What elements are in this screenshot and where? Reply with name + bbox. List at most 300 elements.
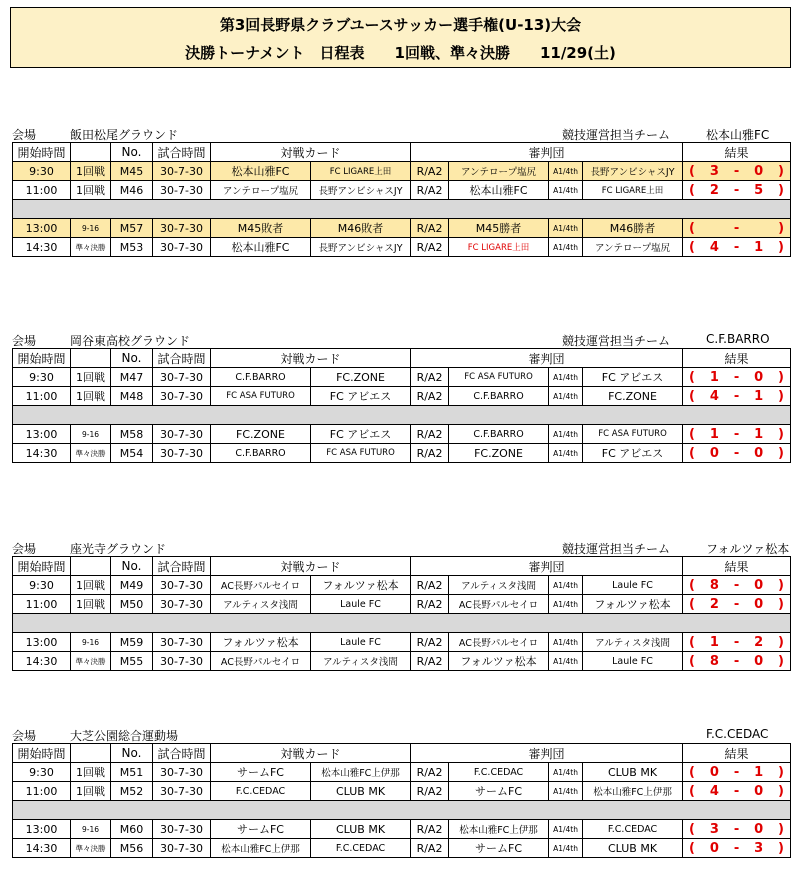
home-score: 2 bbox=[709, 596, 719, 612]
start-time: 13:00 bbox=[13, 820, 71, 839]
referee-header: 審判団 bbox=[411, 557, 683, 576]
referee-header: 審判団 bbox=[411, 143, 683, 162]
home-team: サームFC bbox=[211, 763, 311, 782]
start-time: 9:30 bbox=[13, 763, 71, 782]
match-time-header: 試合時間 bbox=[153, 143, 211, 162]
a4-label: A1/4th bbox=[549, 763, 583, 782]
score-dash: - bbox=[733, 369, 740, 385]
away-score: 0 bbox=[754, 783, 764, 799]
matchup-header: 対戦カード bbox=[211, 744, 411, 763]
ra-label: R/A2 bbox=[411, 820, 449, 839]
score-dash: - bbox=[733, 596, 740, 612]
away-score: 5 bbox=[754, 182, 764, 198]
ra-label: R/A2 bbox=[411, 444, 449, 463]
score-dash: - bbox=[733, 783, 740, 799]
referee-header: 審判団 bbox=[411, 349, 683, 368]
score-dash: - bbox=[733, 764, 740, 780]
match-row bbox=[13, 162, 791, 181]
a4-label: A1/4th bbox=[549, 576, 583, 595]
paren-open: ( bbox=[689, 596, 695, 612]
start-time: 14:30 bbox=[13, 238, 71, 257]
break-row bbox=[13, 200, 791, 219]
start-time: 9:30 bbox=[13, 576, 71, 595]
match-duration: 30-7-30 bbox=[153, 181, 211, 200]
header-row bbox=[13, 143, 791, 162]
home-score: 2 bbox=[709, 182, 719, 198]
match-duration: 30-7-30 bbox=[153, 387, 211, 406]
home-score: 0 bbox=[709, 840, 719, 856]
match-duration: 30-7-30 bbox=[153, 652, 211, 671]
paren-close: ) bbox=[778, 634, 784, 650]
match-no: M51 bbox=[111, 763, 153, 782]
venue-header bbox=[12, 330, 790, 348]
referee-team: FC.ZONE bbox=[449, 444, 549, 463]
ra-label: R/A2 bbox=[411, 162, 449, 181]
score bbox=[683, 162, 791, 181]
venue-section bbox=[12, 124, 790, 257]
match-no: M58 bbox=[111, 425, 153, 444]
away-team: FC アビエス bbox=[311, 387, 411, 406]
score bbox=[683, 652, 791, 671]
paren-close: ) bbox=[778, 239, 784, 255]
away-score: 0 bbox=[754, 163, 764, 179]
venue-name: 座光寺グラウンド bbox=[70, 542, 167, 556]
a4-team: FC アビエス bbox=[583, 444, 683, 463]
home-score: 4 bbox=[709, 239, 719, 255]
match-no: M47 bbox=[111, 368, 153, 387]
referee-team: 松本山雅FC bbox=[449, 181, 549, 200]
venue-name: 大芝公園総合運動場 bbox=[70, 729, 179, 743]
no-header: No. bbox=[111, 744, 153, 763]
a4-team: FC アビエス bbox=[583, 368, 683, 387]
paren-close: ) bbox=[778, 596, 784, 612]
a4-label: A1/4th bbox=[549, 820, 583, 839]
ra-label: R/A2 bbox=[411, 595, 449, 614]
a4-team: アルティスタ浅間 bbox=[583, 633, 683, 652]
manager-team: F.C.CEDAC bbox=[706, 727, 769, 741]
paren-close: ) bbox=[778, 182, 784, 198]
away-team: F.C.CEDAC bbox=[311, 839, 411, 858]
referee-team: サームFC bbox=[449, 782, 549, 801]
match-row bbox=[13, 238, 791, 257]
paren-open: ( bbox=[689, 220, 695, 236]
start-time-header: 開始時間 bbox=[13, 349, 71, 368]
venue-label: 会場 bbox=[12, 542, 37, 556]
match-no: M48 bbox=[111, 387, 153, 406]
match-duration: 30-7-30 bbox=[153, 763, 211, 782]
a4-label: A1/4th bbox=[549, 219, 583, 238]
paren-close: ) bbox=[778, 653, 784, 669]
away-team: 長野アンビシャスJY bbox=[311, 181, 411, 200]
paren-close: ) bbox=[778, 764, 784, 780]
score-dash: - bbox=[733, 182, 740, 198]
match-duration: 30-7-30 bbox=[153, 219, 211, 238]
home-score: 3 bbox=[709, 821, 719, 837]
round-header bbox=[71, 143, 111, 162]
round: 9-16 bbox=[71, 425, 111, 444]
paren-close: ) bbox=[778, 388, 784, 404]
ra-label: R/A2 bbox=[411, 238, 449, 257]
home-team: AC長野パルセイロ bbox=[211, 576, 311, 595]
home-score: 0 bbox=[709, 445, 719, 461]
home-score: 8 bbox=[709, 577, 719, 593]
away-score: 0 bbox=[754, 445, 764, 461]
start-time: 11:00 bbox=[13, 387, 71, 406]
match-no: M45 bbox=[111, 162, 153, 181]
home-score: 1 bbox=[709, 634, 719, 650]
manager-team: 松本山雅FC bbox=[706, 128, 770, 142]
match-row bbox=[13, 633, 791, 652]
away-score: 1 bbox=[754, 239, 764, 255]
result-header: 結果 bbox=[683, 143, 791, 162]
match-row bbox=[13, 368, 791, 387]
no-header: No. bbox=[111, 143, 153, 162]
venue-name: 岡谷東高校グラウンド bbox=[70, 334, 191, 348]
no-header: No. bbox=[111, 349, 153, 368]
home-team: フォルツァ松本 bbox=[211, 633, 311, 652]
a4-team: 松本山雅FC上伊那 bbox=[583, 782, 683, 801]
match-duration: 30-7-30 bbox=[153, 782, 211, 801]
score-dash: - bbox=[733, 426, 740, 442]
a4-label: A1/4th bbox=[549, 652, 583, 671]
round: 1回戦 bbox=[71, 782, 111, 801]
home-team: M45敗者 bbox=[211, 219, 311, 238]
ra-label: R/A2 bbox=[411, 219, 449, 238]
home-score: 1 bbox=[709, 426, 719, 442]
away-team: 松本山雅FC上伊那 bbox=[311, 763, 411, 782]
venue-label: 会場 bbox=[12, 334, 37, 348]
round-header bbox=[71, 557, 111, 576]
paren-open: ( bbox=[689, 239, 695, 255]
away-team: FC LIGARE上田 bbox=[311, 162, 411, 181]
away-team: Laule FC bbox=[311, 595, 411, 614]
a4-label: A1/4th bbox=[549, 387, 583, 406]
paren-open: ( bbox=[689, 369, 695, 385]
away-team: FC.ZONE bbox=[311, 368, 411, 387]
match-duration: 30-7-30 bbox=[153, 162, 211, 181]
away-score: 0 bbox=[754, 596, 764, 612]
round: 1回戦 bbox=[71, 368, 111, 387]
paren-open: ( bbox=[689, 426, 695, 442]
match-row bbox=[13, 820, 791, 839]
match-no: M52 bbox=[111, 782, 153, 801]
score bbox=[683, 576, 791, 595]
home-team: AC長野パルセイロ bbox=[211, 652, 311, 671]
home-team: 松本山雅FC bbox=[211, 238, 311, 257]
round: 準々決勝 bbox=[71, 839, 111, 858]
a4-label: A1/4th bbox=[549, 595, 583, 614]
score-dash: - bbox=[733, 388, 740, 404]
a4-team: M46勝者 bbox=[583, 219, 683, 238]
paren-open: ( bbox=[689, 764, 695, 780]
round: 1回戦 bbox=[71, 162, 111, 181]
break-cell bbox=[13, 200, 791, 219]
ra-label: R/A2 bbox=[411, 782, 449, 801]
away-team: M46敗者 bbox=[311, 219, 411, 238]
referee-team: F.C.CEDAC bbox=[449, 763, 549, 782]
round: 準々決勝 bbox=[71, 652, 111, 671]
match-row bbox=[13, 181, 791, 200]
ra-label: R/A2 bbox=[411, 763, 449, 782]
score-wrap bbox=[683, 635, 790, 650]
match-row bbox=[13, 425, 791, 444]
score-wrap bbox=[683, 765, 790, 780]
ra-label: R/A2 bbox=[411, 839, 449, 858]
a4-label: A1/4th bbox=[549, 368, 583, 387]
away-team: Laule FC bbox=[311, 633, 411, 652]
start-time: 14:30 bbox=[13, 652, 71, 671]
score-wrap bbox=[683, 183, 790, 198]
score bbox=[683, 181, 791, 200]
start-time-header: 開始時間 bbox=[13, 744, 71, 763]
paren-open: ( bbox=[689, 445, 695, 461]
away-score: 3 bbox=[754, 840, 764, 856]
match-duration: 30-7-30 bbox=[153, 368, 211, 387]
venue-header bbox=[12, 725, 790, 743]
score-wrap bbox=[683, 370, 790, 385]
venue-section bbox=[12, 538, 790, 671]
score-wrap bbox=[683, 389, 790, 404]
a4-label: A1/4th bbox=[549, 162, 583, 181]
home-team: 松本山雅FC bbox=[211, 162, 311, 181]
home-score: 0 bbox=[709, 764, 719, 780]
round: 1回戦 bbox=[71, 576, 111, 595]
paren-close: ) bbox=[778, 445, 784, 461]
score-dash: - bbox=[733, 239, 740, 255]
home-team: F.C.CEDAC bbox=[211, 782, 311, 801]
away-team: FC アビエス bbox=[311, 425, 411, 444]
paren-close: ) bbox=[778, 783, 784, 799]
paren-open: ( bbox=[689, 163, 695, 179]
document-title bbox=[10, 7, 791, 68]
match-duration: 30-7-30 bbox=[153, 820, 211, 839]
start-time: 9:30 bbox=[13, 162, 71, 181]
manager-label: 競技運営担当チーム bbox=[562, 334, 671, 348]
header-row bbox=[13, 744, 791, 763]
score-dash: - bbox=[733, 634, 740, 650]
score-dash: - bbox=[733, 840, 740, 856]
ra-label: R/A2 bbox=[411, 368, 449, 387]
away-team: FC ASA FUTURO bbox=[311, 444, 411, 463]
ra-label: R/A2 bbox=[411, 425, 449, 444]
home-team: FC.ZONE bbox=[211, 425, 311, 444]
start-time: 11:00 bbox=[13, 181, 71, 200]
match-duration: 30-7-30 bbox=[153, 839, 211, 858]
away-team: CLUB MK bbox=[311, 820, 411, 839]
break-cell bbox=[13, 406, 791, 425]
paren-close: ) bbox=[778, 821, 784, 837]
venue-section bbox=[12, 725, 790, 858]
score-wrap bbox=[683, 841, 790, 856]
round-header bbox=[71, 744, 111, 763]
score-dash: - bbox=[733, 577, 740, 593]
start-time-header: 開始時間 bbox=[13, 557, 71, 576]
round-header bbox=[71, 349, 111, 368]
start-time: 14:30 bbox=[13, 444, 71, 463]
match-duration: 30-7-30 bbox=[153, 633, 211, 652]
home-team: C.F.BARRO bbox=[211, 444, 311, 463]
paren-open: ( bbox=[689, 840, 695, 856]
match-no: M46 bbox=[111, 181, 153, 200]
paren-close: ) bbox=[778, 426, 784, 442]
venue-header bbox=[12, 538, 790, 556]
match-no: M50 bbox=[111, 595, 153, 614]
score-dash: - bbox=[733, 445, 740, 461]
away-score: 0 bbox=[754, 821, 764, 837]
paren-open: ( bbox=[689, 182, 695, 198]
break-cell bbox=[13, 614, 791, 633]
no-header: No. bbox=[111, 557, 153, 576]
paren-close: ) bbox=[778, 369, 784, 385]
paren-open: ( bbox=[689, 634, 695, 650]
start-time-header: 開始時間 bbox=[13, 143, 71, 162]
a4-team: アンテロープ塩尻 bbox=[583, 238, 683, 257]
round: 9-16 bbox=[71, 633, 111, 652]
score bbox=[683, 425, 791, 444]
referee-team: フォルツァ松本 bbox=[449, 652, 549, 671]
a4-label: A1/4th bbox=[549, 444, 583, 463]
score-dash: - bbox=[733, 821, 740, 837]
home-team: サームFC bbox=[211, 820, 311, 839]
score bbox=[683, 839, 791, 858]
schedule-table bbox=[12, 348, 791, 463]
referee-team: AC長野パルセイロ bbox=[449, 633, 549, 652]
score bbox=[683, 763, 791, 782]
score-wrap bbox=[683, 654, 790, 669]
away-score: 0 bbox=[754, 653, 764, 669]
paren-open: ( bbox=[689, 653, 695, 669]
round: 9-16 bbox=[71, 219, 111, 238]
away-team: 長野アンビシャスJY bbox=[311, 238, 411, 257]
ra-label: R/A2 bbox=[411, 633, 449, 652]
ra-label: R/A2 bbox=[411, 181, 449, 200]
title-line-1: 第3回長野県クラブユースサッカー選手権(U-13)大会 bbox=[219, 16, 582, 34]
round: 1回戦 bbox=[71, 181, 111, 200]
break-row bbox=[13, 801, 791, 820]
home-team: C.F.BARRO bbox=[211, 368, 311, 387]
header-row bbox=[13, 349, 791, 368]
match-row bbox=[13, 387, 791, 406]
venue-header bbox=[12, 124, 790, 142]
match-duration: 30-7-30 bbox=[153, 444, 211, 463]
venue-label: 会場 bbox=[12, 729, 37, 743]
match-time-header: 試合時間 bbox=[153, 744, 211, 763]
match-no: M60 bbox=[111, 820, 153, 839]
start-time: 11:00 bbox=[13, 782, 71, 801]
score-wrap bbox=[683, 240, 790, 255]
home-team: アンテロープ塩尻 bbox=[211, 181, 311, 200]
score-wrap bbox=[683, 784, 790, 799]
referee-team: FC ASA FUTURO bbox=[449, 368, 549, 387]
score-dash: - bbox=[733, 163, 740, 179]
a4-label: A1/4th bbox=[549, 839, 583, 858]
match-duration: 30-7-30 bbox=[153, 595, 211, 614]
away-score: 1 bbox=[754, 388, 764, 404]
home-score: 8 bbox=[709, 653, 719, 669]
ra-label: R/A2 bbox=[411, 576, 449, 595]
start-time: 13:00 bbox=[13, 633, 71, 652]
match-no: M59 bbox=[111, 633, 153, 652]
referee-team: アルティスタ浅間 bbox=[449, 576, 549, 595]
a4-team: FC ASA FUTURO bbox=[583, 425, 683, 444]
score-wrap bbox=[683, 164, 790, 179]
score bbox=[683, 444, 791, 463]
round: 準々決勝 bbox=[71, 444, 111, 463]
paren-close: ) bbox=[778, 163, 784, 179]
match-row bbox=[13, 444, 791, 463]
score bbox=[683, 368, 791, 387]
referee-team: 松本山雅FC上伊那 bbox=[449, 820, 549, 839]
result-header: 結果 bbox=[683, 349, 791, 368]
paren-open: ( bbox=[689, 577, 695, 593]
matchup-header: 対戦カード bbox=[211, 143, 411, 162]
score-wrap bbox=[683, 221, 790, 236]
a4-team: CLUB MK bbox=[583, 763, 683, 782]
referee-team: C.F.BARRO bbox=[449, 425, 549, 444]
a4-team: FC.ZONE bbox=[583, 387, 683, 406]
paren-open: ( bbox=[689, 783, 695, 799]
round: 1回戦 bbox=[71, 387, 111, 406]
match-row bbox=[13, 763, 791, 782]
score bbox=[683, 820, 791, 839]
home-score: 1 bbox=[709, 369, 719, 385]
away-score: 2 bbox=[754, 634, 764, 650]
a4-label: A1/4th bbox=[549, 425, 583, 444]
home-team: アルティスタ浅間 bbox=[211, 595, 311, 614]
referee-team: FC LIGARE上田 bbox=[449, 238, 549, 257]
match-no: M53 bbox=[111, 238, 153, 257]
manager-team: フォルツァ松本 bbox=[706, 542, 790, 556]
manager-label: 競技運営担当チーム bbox=[562, 128, 671, 142]
paren-close: ) bbox=[778, 220, 785, 236]
home-team: 松本山雅FC上伊那 bbox=[211, 839, 311, 858]
referee-team: AC長野パルセイロ bbox=[449, 595, 549, 614]
score bbox=[683, 782, 791, 801]
away-score: 0 bbox=[754, 577, 764, 593]
a4-team: Laule FC bbox=[583, 576, 683, 595]
score bbox=[683, 238, 791, 257]
match-row bbox=[13, 595, 791, 614]
paren-open: ( bbox=[689, 821, 695, 837]
a4-label: A1/4th bbox=[549, 633, 583, 652]
match-row bbox=[13, 839, 791, 858]
match-time-header: 試合時間 bbox=[153, 349, 211, 368]
match-row bbox=[13, 652, 791, 671]
start-time: 13:00 bbox=[13, 425, 71, 444]
away-score: 1 bbox=[754, 426, 764, 442]
a4-label: A1/4th bbox=[549, 181, 583, 200]
break-row bbox=[13, 406, 791, 425]
schedule-table bbox=[12, 743, 791, 858]
match-no: M57 bbox=[111, 219, 153, 238]
round: 準々決勝 bbox=[71, 238, 111, 257]
referee-header: 審判団 bbox=[411, 744, 683, 763]
a4-label: A1/4th bbox=[549, 782, 583, 801]
manager-team: C.F.BARRO bbox=[706, 332, 770, 346]
schedule-table bbox=[12, 556, 791, 671]
home-team: FC ASA FUTURO bbox=[211, 387, 311, 406]
home-score: 4 bbox=[709, 388, 719, 404]
away-team: CLUB MK bbox=[311, 782, 411, 801]
match-no: M54 bbox=[111, 444, 153, 463]
referee-team: サームFC bbox=[449, 839, 549, 858]
score-wrap bbox=[683, 822, 790, 837]
venue-label: 会場 bbox=[12, 128, 37, 142]
a4-team: F.C.CEDAC bbox=[583, 820, 683, 839]
a4-team: CLUB MK bbox=[583, 839, 683, 858]
paren-open: ( bbox=[689, 388, 695, 404]
result-header: 結果 bbox=[683, 744, 791, 763]
